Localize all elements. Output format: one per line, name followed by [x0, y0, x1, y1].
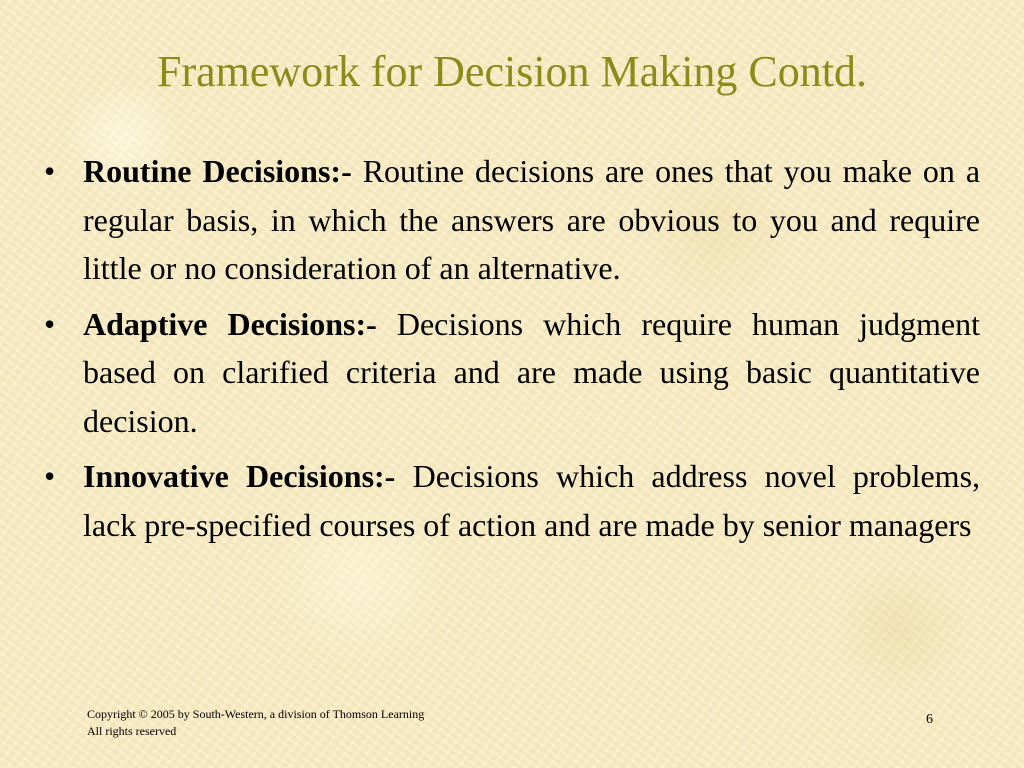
bullet-text: Decisions which require human judgment based on clarified criteria and are made using basic quantitative decision.	[83, 305, 981, 439]
bullet-term: Innovative Decisions:-	[83, 458, 396, 494]
copyright-line: Copyright © 2005 by South-Western, a division of Thomson Learning	[87, 707, 425, 721]
footer-copyright	[87, 706, 424, 740]
bullet-term: Routine Decisions:-	[83, 153, 352, 189]
bullet-item-adaptive	[40, 300, 980, 446]
rights-line: All rights reserved	[87, 724, 177, 738]
bullet-text: Routine decisions are ones that you make on a regular basis, in which the answers are obvious to you and require little or no consideration of an alternative.	[83, 153, 981, 286]
bullet-icon: •	[44, 458, 56, 494]
bullet-text: Decisions which address novel problems, lack pre-specified courses of action and are made by senior managers	[83, 458, 981, 543]
slide-title: Framework for Decision Making Contd.	[157, 47, 867, 96]
bullet-term: Adaptive Decisions:-	[83, 305, 377, 342]
bullet-list	[40, 147, 980, 556]
bullet-item-routine	[40, 147, 980, 293]
bullet-item-innovative	[40, 452, 980, 549]
bullet-icon: •	[44, 305, 56, 342]
bullet-icon: •	[44, 153, 56, 189]
page-number: 6	[926, 712, 933, 727]
